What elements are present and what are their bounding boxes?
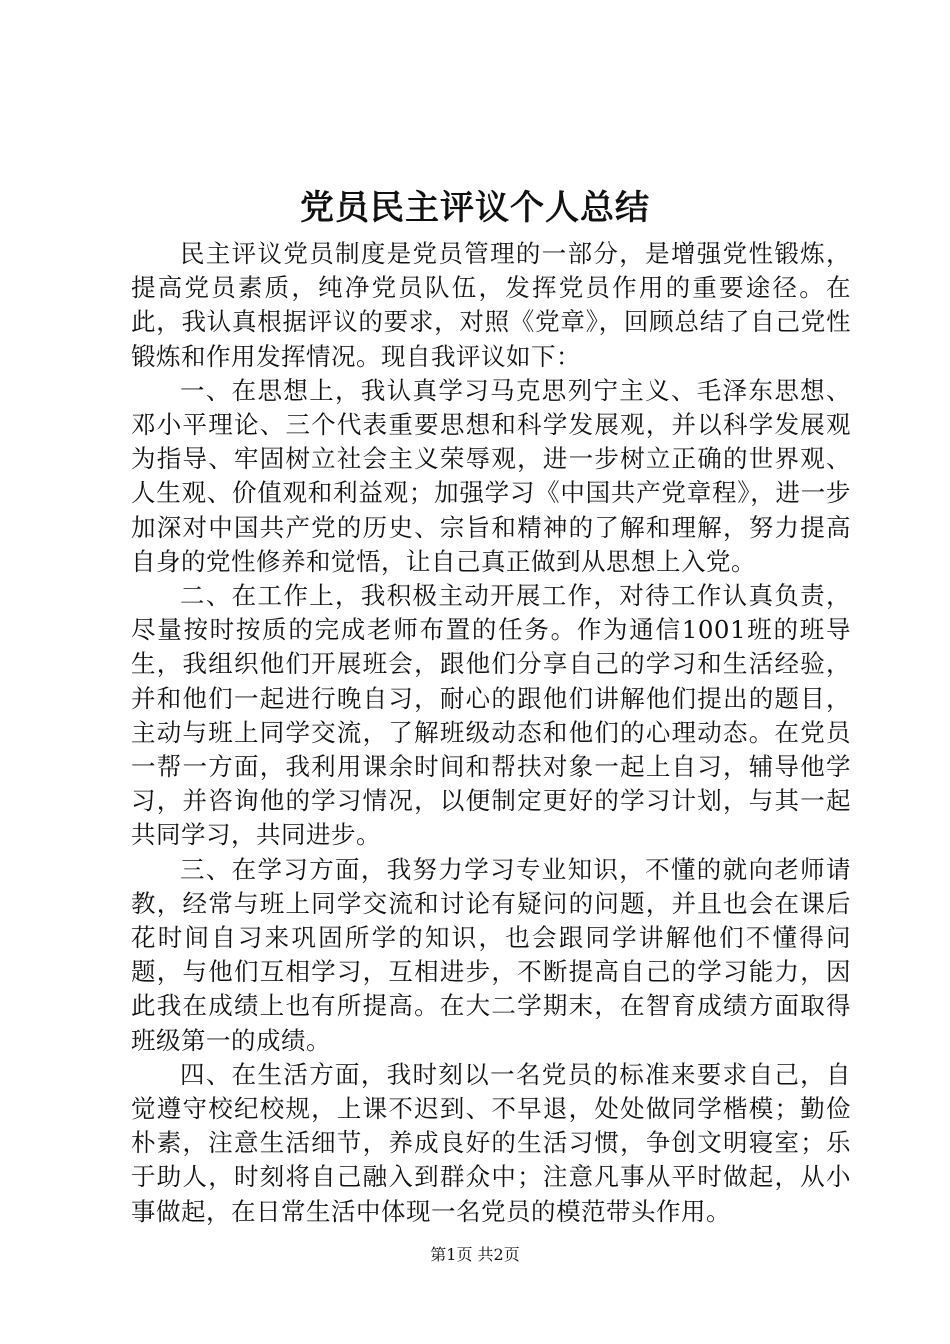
page-number-footer: 第1页 共2页 xyxy=(430,1245,520,1264)
paragraph-thought: 一、在思想上，我认真学习马克思列宁主义、毛泽东思想、邓小平理论、三个代表重要思想和科学发展观，并以科学发展观为指导、牢固树立社会主义荣辱观，进一步树立正确的世界观、人生观、价值观和利益观；加强学习《中国共产党章程》，进一步加深对中国共产党的历史、宗旨和精神的了解和理解，努力提高自身的党性修养和觉悟，让自己真正做到从思想上入党。 xyxy=(131,375,851,576)
paragraph-work: 二、在工作上，我积极主动开展工作，对待工作认真负责，尽量按时按质的完成老师布置的任务。作为通信1001班的班导生，我组织他们开展班会，跟他们分享自己的学习和生活经验，并和他们一起进行晚自习，耐心的跟他们讲解他们提出的题目，主动与班上同学交流，了解班级动态和他们的心理动态。在党员一帮一方面，我利用课余时间和帮扶对象一起上自习，辅导他学习，并咨询他的学习情况，以便制定更好的学习计划，与其一起共同学习，共同进步。 xyxy=(131,581,851,850)
paragraph-intro: 民主评议党员制度是党员管理的一部分，是增强党性锻炼，提高党员素质，纯净党员队伍，发挥党员作用的重要途径。在此，我认真根据评议的要求，对照《党章》，回顾总结了自己党性锻炼和作用发挥情况。现自我评议如下： xyxy=(131,239,851,371)
paragraph-study: 三、在学习方面，我努力学习专业知识，不懂的就向老师请教，经常与班上同学交流和讨论有疑问的问题，并且也会在课后花时间自习来巩固所学的知识，也会跟同学讲解他们不懂得问题，与他们互相学习，互相进步，不断提高自己的学习能力，因此我在成绩上也有所提高。在大二学期末，在智育成绩方面取得班级第一的成绩。 xyxy=(131,854,851,1055)
document-title: 党员民主评议个人总结 xyxy=(300,188,650,228)
document-body xyxy=(131,237,851,1229)
paragraph-life: 四、在生活方面，我时刻以一名党员的标准来要求自己，自觉遵守校纪校规，上课不迟到、不早退，处处做同学楷模；勤俭朴素，注意生活细节，养成良好的生活习惯，争创文明寝室；乐于助人，时刻将自己融入到群众中；注意凡事从平时做起，从小事做起，在日常生活中体现一名党员的模范带头作用。 xyxy=(131,1059,851,1226)
